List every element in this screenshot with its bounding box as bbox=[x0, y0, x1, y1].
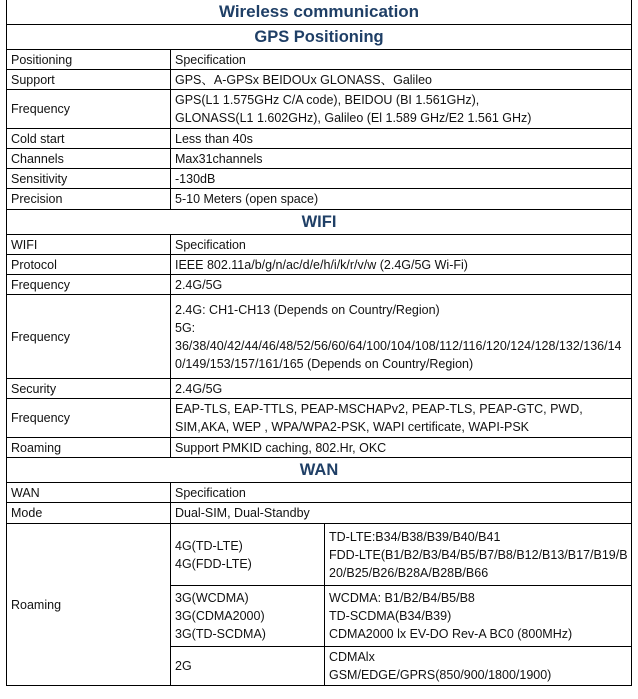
row-label: Support bbox=[7, 70, 171, 90]
row-value bbox=[171, 295, 632, 379]
row-label: Positioning bbox=[7, 50, 171, 70]
value-line: Specification bbox=[175, 485, 246, 500]
value-line: TD-LTE:B34/B38/B39/B40/B41 bbox=[329, 529, 501, 544]
value-line: Support PMKID caching, 802.Hr, OKC bbox=[175, 440, 387, 455]
row-value bbox=[171, 438, 632, 458]
value-line: IEEE 802.11a/b/g/n/ac/d/e/h/i/k/r/v/w (2.4G/5G Wi-Fi) bbox=[175, 257, 468, 272]
value-line: GSM/EDGE/GPRS(850/900/1800/1900) bbox=[329, 668, 552, 682]
row-value bbox=[171, 255, 632, 275]
table-row bbox=[7, 483, 632, 503]
section-heading-wan: WAN bbox=[7, 458, 632, 483]
table-row bbox=[7, 169, 632, 189]
row-label: Frequency bbox=[7, 399, 171, 438]
row-label: Cold start bbox=[7, 129, 171, 149]
value-line: EAP-TLS, EAP-TTLS, PEAP-MSCHAPv2, PEAP-TLS, PEAP-GTC, PWD, bbox=[175, 402, 583, 416]
value-line: Max31channels bbox=[175, 151, 263, 166]
spec-sheet bbox=[6, 0, 632, 686]
row-label: Sensitivity bbox=[7, 169, 171, 189]
table-row bbox=[7, 275, 632, 295]
row-value bbox=[171, 483, 632, 503]
network-mode bbox=[171, 586, 325, 647]
row-value bbox=[171, 129, 632, 149]
value-line: -130dB bbox=[175, 171, 216, 186]
row-value bbox=[171, 275, 632, 295]
table-row bbox=[7, 438, 632, 458]
row-label: WAN bbox=[7, 483, 171, 503]
value-line: 2.4G: CH1-CH13 (Depends on Country/Region) bbox=[175, 302, 440, 317]
row-value bbox=[171, 50, 632, 70]
table-row bbox=[7, 129, 632, 149]
value-line: FDD-LTE(B1/B2/B3/B4/B5/B7/B8/B12/B13/B17/B19/B20/B25/B26/B28A/B28B/B66 bbox=[329, 547, 628, 580]
row-value bbox=[171, 70, 632, 90]
network-bands bbox=[325, 647, 632, 686]
value-line: 5G: bbox=[175, 320, 196, 335]
value-line: CDMA2000 lx EV-DO Rev-A BC0 (800MHz) bbox=[329, 627, 573, 641]
value-line: Less than 40s bbox=[175, 131, 253, 146]
value-line: GPS、A-GPSx BEIDOUx GLONASS、Galileo bbox=[175, 72, 433, 87]
row-value bbox=[171, 189, 632, 210]
row-label: Frequency bbox=[7, 275, 171, 295]
row-value bbox=[171, 235, 632, 255]
value-line: 36/38/40/42/44/46/48/52/56/60/64/100/104/108/112/116/120/124/128/132/136/140/149/153/157/161/165 (Depends on Country/Region) bbox=[175, 338, 622, 371]
row-value bbox=[171, 379, 632, 399]
value-line: 4G(FDD-LTE) bbox=[175, 556, 252, 571]
row-value bbox=[171, 399, 632, 438]
value-line: 3G(WCDMA) bbox=[175, 591, 249, 605]
table-row bbox=[7, 295, 632, 379]
table-row bbox=[7, 255, 632, 275]
table-row bbox=[7, 90, 632, 129]
table-row bbox=[7, 399, 632, 438]
row-label: Mode bbox=[7, 503, 171, 524]
table-row bbox=[7, 70, 632, 90]
table-row bbox=[7, 524, 632, 586]
row-value bbox=[171, 169, 632, 189]
table-row bbox=[7, 235, 632, 255]
row-label: WIFI bbox=[7, 235, 171, 255]
network-bands bbox=[325, 586, 632, 647]
row-label: Channels bbox=[7, 149, 171, 169]
network-bands bbox=[325, 524, 632, 586]
table-row bbox=[7, 50, 632, 70]
row-label: Protocol bbox=[7, 255, 171, 275]
value-line: GLONASS(L1 1.602GHz), Galileo (El 1.589 GHz/E2 1.561 GHz) bbox=[175, 111, 532, 125]
page-title: Wireless communication bbox=[6, 0, 632, 24]
row-label: Precision bbox=[7, 189, 171, 210]
value-line: GPS(L1 1.575GHz C/A code), BEIDOU (BI 1.561GHz), bbox=[175, 93, 480, 107]
row-label: Frequency bbox=[7, 295, 171, 379]
section-heading-wifi: WIFI bbox=[7, 210, 632, 235]
value-line: SIM,AKA, WEP , WPA/WPA2-PSK, WAPI certificate, WAPI-PSK bbox=[175, 420, 530, 434]
row-label: Security bbox=[7, 379, 171, 399]
value-line: 2.4G/5G bbox=[175, 277, 223, 292]
row-value bbox=[171, 149, 632, 169]
network-mode bbox=[171, 524, 325, 586]
row-value bbox=[171, 90, 632, 129]
network-mode bbox=[171, 647, 325, 686]
section-heading-gps: GPS Positioning bbox=[7, 25, 632, 50]
value-line: CDMAlx bbox=[329, 650, 375, 664]
table-row bbox=[7, 149, 632, 169]
spec-table bbox=[6, 24, 632, 686]
value-line: 2G bbox=[175, 659, 192, 673]
row-label: Roaming bbox=[7, 524, 171, 686]
value-line: 5-10 Meters (open space) bbox=[175, 192, 319, 206]
value-line: TD-SCDMA(B34/B39) bbox=[329, 609, 452, 623]
value-line: Specification bbox=[175, 52, 246, 67]
row-value bbox=[171, 503, 632, 524]
row-label: Frequency bbox=[7, 90, 171, 129]
value-line: WCDMA: B1/B2/B4/B5/B8 bbox=[329, 591, 475, 605]
value-line: 3G(CDMA2000) bbox=[175, 609, 265, 623]
value-line: 4G(TD-LTE) bbox=[175, 538, 243, 553]
table-row bbox=[7, 503, 632, 524]
value-line: 3G(TD-SCDMA) bbox=[175, 627, 266, 641]
table-row bbox=[7, 379, 632, 399]
value-line: Specification bbox=[175, 237, 246, 252]
row-label: Roaming bbox=[7, 438, 171, 458]
table-row bbox=[7, 189, 632, 210]
value-line: 2.4G/5G bbox=[175, 381, 223, 396]
value-line: Dual-SIM, Dual-Standby bbox=[175, 506, 310, 520]
